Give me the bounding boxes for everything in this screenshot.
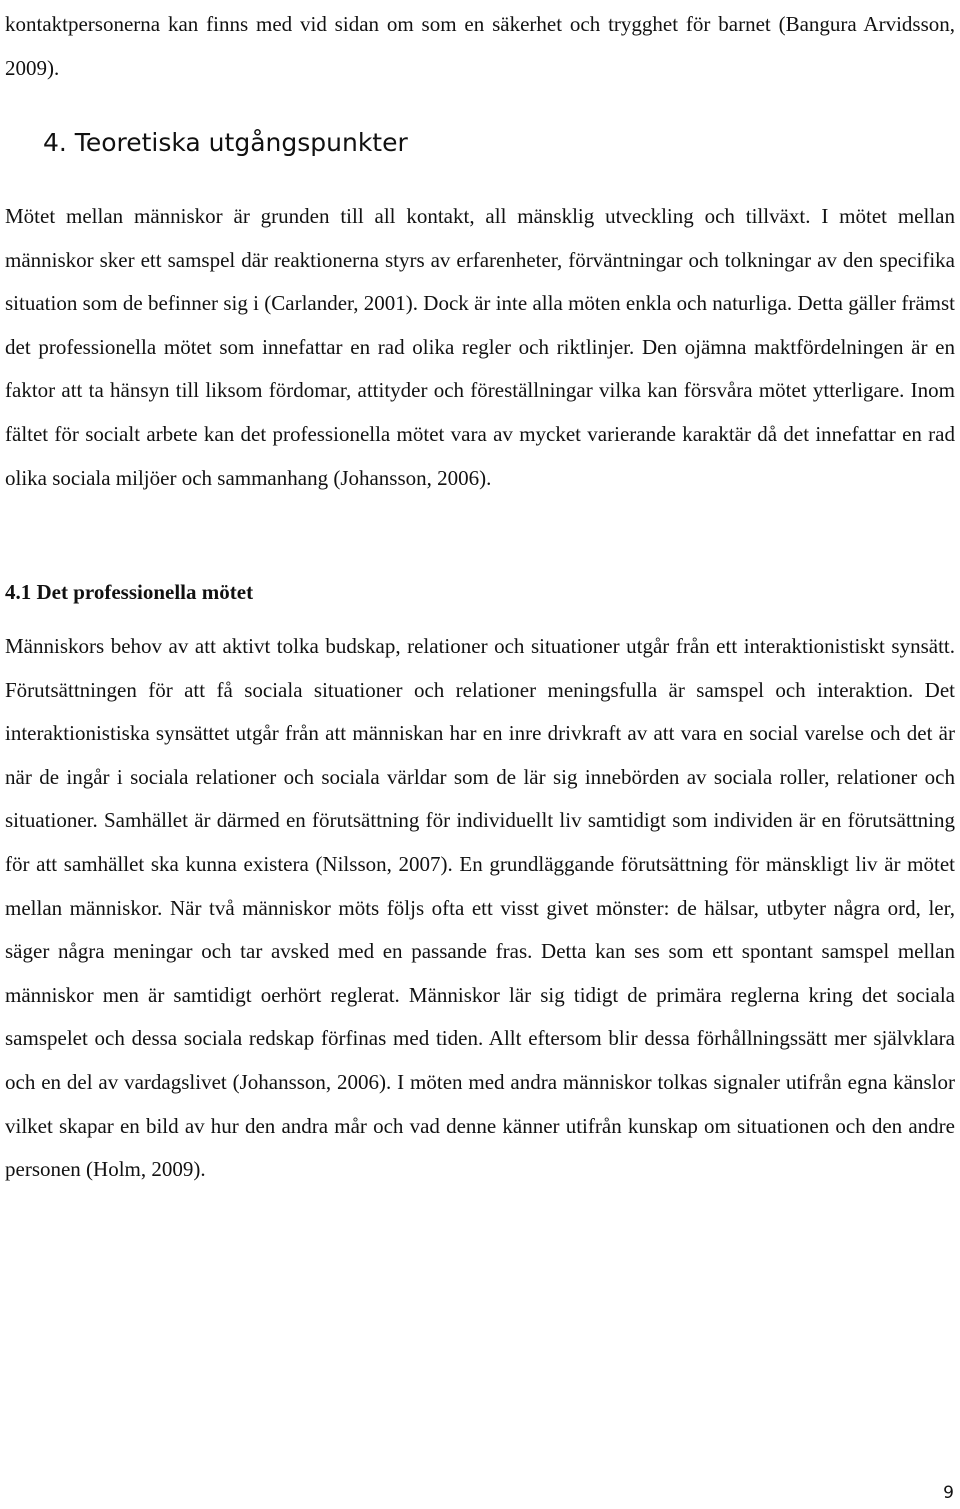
intro-paragraph: kontaktpersonerna kan finns med vid sidan om som en säkerhet och trygghet för barnet (Bangura Arvidsson, 2009). — [5, 12, 955, 80]
page-number: 9 — [943, 1483, 954, 1503]
section-paragraph: Mötet mellan människor är grunden till all kontakt, all mänsklig utveckling och tillväxt. I mötet mellan människor sker ett samspel där reaktionerna styrs av erfarenheter, förväntningar och tolkningar av den specifika situation som de befinner sig i (Carlander, 2001). Dock är inte alla möten enkla och naturliga. Detta gäller främst det professionella mötet som innefattar en rad olika regler och riktlinjer. Den ojämna maktfördelningen är en faktor att ta hänsyn till liksom fördomar, attityder och föreställningar vilka kan försvåra mötet ytterligare. Inom fältet för socialt arbete kan det professionella mötet vara av mycket varierande karaktär då det innefattar en rad olika sociala miljöer och sammanhang (Johansson, 2006). — [5, 204, 955, 490]
section-heading: 4. Teoretiska utgångspunkter — [43, 128, 408, 157]
subsection-heading: 4.1 Det professionella mötet — [5, 580, 254, 604]
subsection-paragraph: Människors behov av att aktivt tolka budskap, relationer och situationer utgår från ett interaktionistiskt synsätt. Förutsättningen för att få sociala situationer och relationer meningsfulla är samspel och interaktion. Det interaktionistiska synsättet utgår från att människan har en inre drivkraft av att vara en social varelse och det är när de ingår i sociala relationer och sociala världar som de lär sig innebörden av sociala roller, relationer och situationer. Samhället är därmed en förutsättning för individuellt liv samtidigt som individen är en förutsättning för att samhället ska kunna existera (Nilsson, 2007). En grundläggande förutsättning för mänskligt liv är mötet mellan människor. När två människor möts följs ofta ett visst givet mönster: de hälsar, utbyter några ord, ler, säger några meningar och tar avsked med en passande fras. Detta kan ses som ett spontant samspel mellan människor men är samtidigt oerhört reglerat. Människor lär sig tidigt de primära reglerna kring det sociala samspelet och dessa sociala redskap förfinas med tiden. Allt eftersom blir dessa förhållningssätt mer självklara och en del av vardagslivet (Johansson, 2006). I möten med andra människor tolkas signaler utifrån egna känslor vilket skapar en bild av hur den andra mår och vad denne känner utifrån kunskap om situationen och den andre personen (Holm, 2009). — [5, 634, 955, 1182]
